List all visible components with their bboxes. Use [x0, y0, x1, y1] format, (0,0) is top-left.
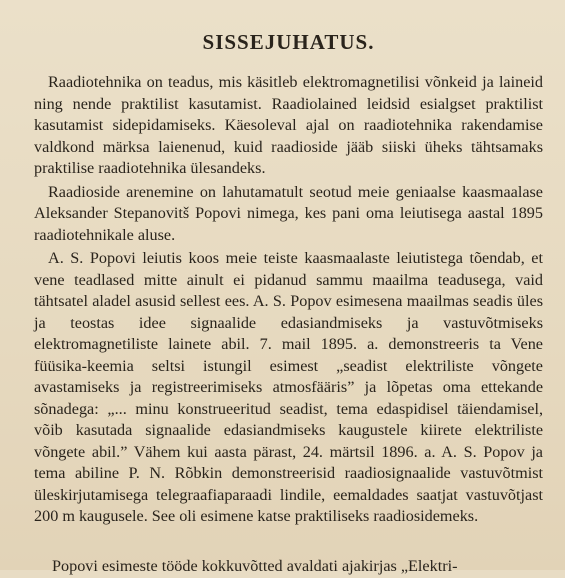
cut-off-line: Popovi esimeste tööde kokkuvõtted avaldati ajakirjas „Elektri- — [52, 557, 458, 575]
paragraph-intro: Raadiotehnika on teadus, mis käsitleb elektromagnetilisi võnkeid ja laineid ning nende praktilist kasutamist. Raadiolained leidsid esialgset praktilist kasutamist sidepidamiseks. Käesoleval ajal on raadiotehnika rakendamise valdkond märksa laienenud, kuid raadioside jääb siiski üheks tähtsamaks praktilise raadiotehnika ülesandeks. — [34, 73, 543, 177]
paragraph-popov: Raadioside arenemine on lahutamatult seotud meie geniaalse kaasmaalase Aleksander Stepanovitš Popovi nimega, kes pani oma leiutisega aastal 1895 raadiotehnikale aluse. — [34, 182, 543, 244]
chapter-title: SISSEJUHATUS. — [202, 30, 375, 54]
paragraph-invention: A. S. Popovi leiutis koos meie teiste kaasmaalaste leiutistega tõendab, et vene teadlased mitte ainult ei pidanud sammu maailma teadusega, vaid tähtsatel aladel asusid sellest ees. A. S. Popov esimesena maailmas seadis üles ja teostas idee signaalide edasiandmiseks ja vastuvõtmiseks elektromagnetiliste lainete abil. 7. mail 1895. a. demonstreeris ta Vene füüsika-keemia seltsi istungil esimest „seadist elektriliste võngete avastamiseks ja registreerimiseks atmosfääris” ja lõpetas oma ettekande sõnadega: „... minu konstrueeritud seadist, tema edaspidisel täiendamisel, võib kasutada signaalide edasiandmiseks kaugustele kiirete elektriliste võngete abil.” Vähem kui aasta pärast, 24. märtsil 1896. a. A. S. Popov ja tema abiline P. N. Rõbkin demonstreerisid raadiosignaalide vastuvõtmist üleskirjutamisega telegraafiaparaadi lindile, eemaldades saatjat vastuvõtjast 200 m kaugusele. See oli esimene katse praktiliseks raadiosidemeks. — [34, 249, 543, 525]
